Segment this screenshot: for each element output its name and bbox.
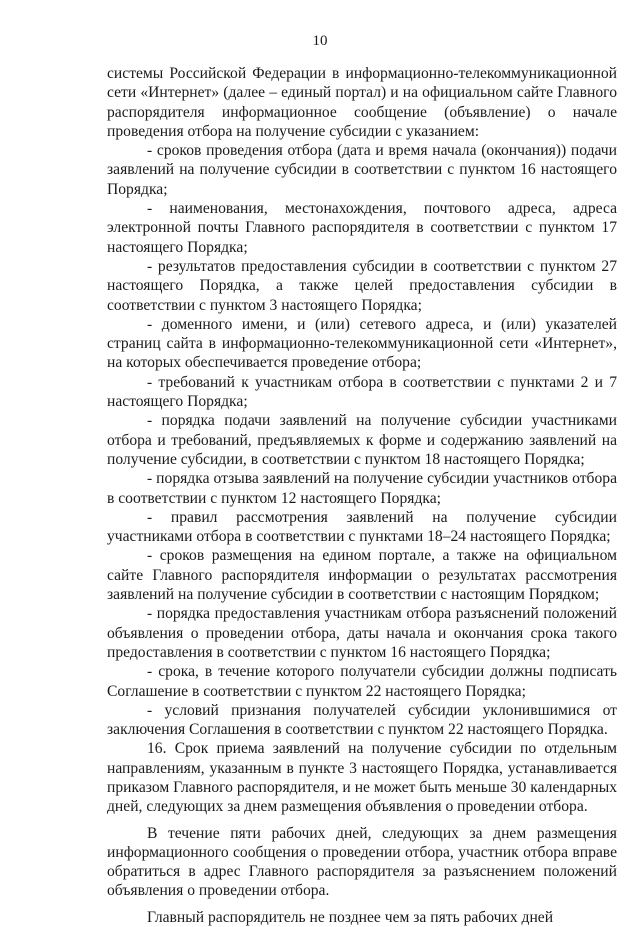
list-item: - правил рассмотрения заявлений на получение субсидии участниками отбора в соответствии с пунктами 18–24 настоящего Порядка; [107,508,617,546]
list-item: - порядка подачи заявлений на получение субсидии участниками отбора и требований, предъявляемых к форме и содержанию заявлений на получение субсидии, в соответствии с пунктом 18 настоящего Порядка; [107,412,617,468]
page-number: 10 [312,33,328,49]
list-item: - требований к участникам отбора в соответствии с пунктами 2 и 7 настоящего Порядка; [107,373,617,411]
list-item: - условий признания получателей субсидии уклонившимися от заключения Соглашения в соответствии с пунктом 22 настоящего Порядка. [107,701,617,739]
document-body [107,64,617,927]
list-item: - доменного имени, и (или) сетевого адреса, и (или) указателей страниц сайта в информационно-телекоммуникационной сети «Интернет», на которых обеспечивается проведение отбора; [107,315,617,372]
list-item: - сроков размещения на едином портале, а также на официальном сайте Главного распорядителя информации о результатах рассмотрения заявлений на получение субсидии в соответствии с настоящим Порядком; [107,547,617,604]
list-item: - сроков проведения отбора (дата и время начала (окончания)) подачи заявлений на получение субсидии в соответствии с пунктом 16 настоящего Порядка; [107,142,617,198]
paragraph: системы Российской Федерации в информационно-телекоммуникационной сети «Интернет» (далее – единый портал) и на официальном сайте Главного распорядителя информационное сообщение (объявление) о начале проведения отбора на получение субсидии с указанием: [107,65,617,140]
list-item: - наименования, местонахождения, почтового адреса, адреса электронной почты Главного распорядителя в соответствии с пунктом 17 настоящего Порядка; [107,200,617,256]
list-item: - срока, в течение которого получатели субсидии должны подписать Соглашение в соответствии с пунктом 22 настоящего Порядка; [107,663,617,700]
list-item: - порядка отзыва заявлений на получение субсидии участников отбора в соответствии с пунктом 12 настоящего Порядка; [107,470,617,507]
paragraph: 16. Срок приема заявлений на получение субсидии по отдельным направлениям, указанным в пункте 3 настоящего Порядка, устанавливается приказом Главного распорядителя, и не может быть меньше 30 календарных дней, следующих за днем размещения объявления о проведении отбора. [107,740,617,816]
paragraph: В течение пяти рабочих дней, следующих за днем размещения информационного сообщения о проведении отбора, участник отбора вправе обратиться в адрес Главного распорядителя за разъяснением положений объявления о проведении отбора. [107,824,617,900]
list-item: - порядка предоставления участникам отбора разъяснений положений объявления о проведении отбора, даты начала и окончания срока такого предоставления в соответствии с пунктом 16 настоящего Порядка; [107,605,617,661]
paragraph: Главный распорядитель не позднее чем за пять рабочих дней [147,908,554,926]
list-item: - результатов предоставления субсидии в соответствии с пунктом 27 настоящего Порядка, а также целей предоставления субсидии в соответствии с пунктом 3 настоящего Порядка; [107,257,617,314]
